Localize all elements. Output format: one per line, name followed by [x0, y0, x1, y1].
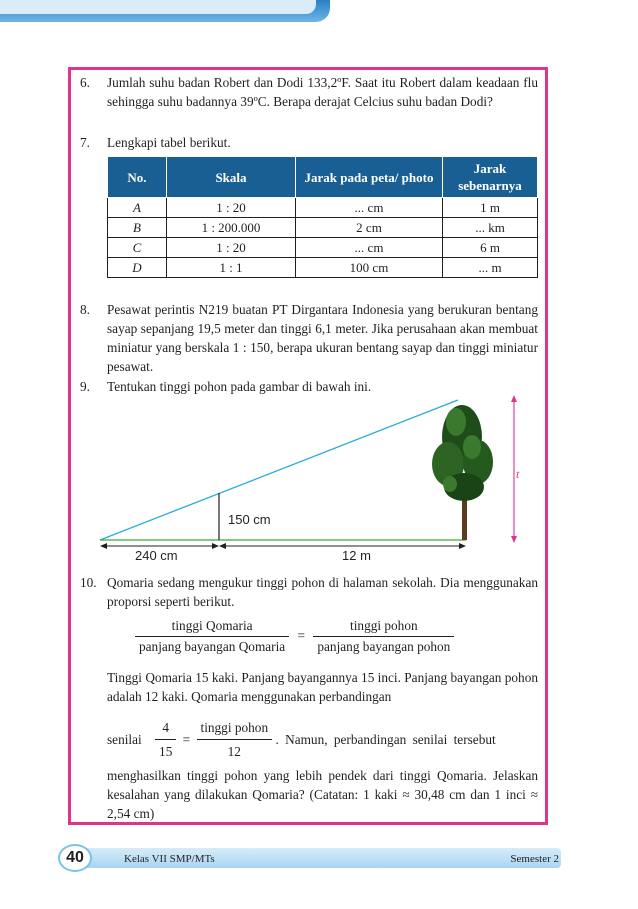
arrow-left-icon [100, 543, 107, 549]
scale-table [107, 156, 538, 278]
cell-no: A [108, 198, 167, 218]
table-row [108, 258, 538, 278]
fraction-right [197, 718, 273, 761]
equals-sign: = [182, 732, 191, 747]
cell-no: C [108, 238, 167, 258]
question-text: Tentukan tinggi pohon pada gambar di bawah ini. [107, 379, 372, 394]
numerator: 4 [155, 718, 176, 740]
table-row [108, 198, 538, 218]
question-text: Jumlah suhu badan Robert dan Dodi 133,2ºF. Saat itu Robert dalam keadaan flu sehingga suhu badannya 39ºC. Berapa derajat Celcius suhu badan Dodi? [107, 75, 538, 109]
cell-skala: 1 : 1 [167, 258, 296, 278]
tree-icon [432, 405, 493, 540]
cell-jarak-sebenarnya: ... km [443, 218, 538, 238]
arrow-up-icon [511, 395, 517, 402]
sight-line [100, 400, 458, 540]
question-number: 6. [80, 75, 90, 90]
cell-jarak-sebenarnya: ... m [443, 258, 538, 278]
denominator: panjang bayangan Qomaria [139, 639, 286, 654]
question-8 [80, 300, 538, 376]
numerator: tinggi pohon [313, 618, 454, 637]
question-text-line [107, 718, 538, 761]
header-skala: Skala [167, 157, 296, 198]
cell-jarak-peta: 2 cm [296, 218, 443, 238]
cell-no: D [108, 258, 167, 278]
question-text: Qomaria sedang mengukur tinggi pohon di halaman sekolah. Dia menggunakan proporsi seperti berikut. [107, 575, 538, 609]
arrow-left-icon [219, 543, 226, 549]
cell-jarak-peta: ... cm [296, 198, 443, 218]
table-row [108, 218, 538, 238]
top-banner-inner [0, 0, 316, 14]
cell-jarak-peta: 100 cm [296, 258, 443, 278]
question-10-text4 [80, 766, 538, 823]
question-7 [80, 133, 538, 152]
header-no: No. [108, 157, 167, 198]
cell-skala: 1 : 20 [167, 198, 296, 218]
header-jarak-sebenarnya: Jarak sebenarnya [443, 157, 538, 198]
text-senilai: senilai [107, 732, 142, 747]
footer-left-text: Kelas VII SMP/MTs [124, 853, 215, 865]
fraction-left [155, 718, 176, 761]
denominator: 12 [227, 744, 241, 759]
text-namun: . Namun, perbandingan senilai tersebut [275, 732, 496, 747]
cell-skala: 1 : 20 [167, 238, 296, 258]
question-10-text2 [80, 668, 538, 706]
table-header-row [108, 157, 538, 198]
question-number: 9. [80, 379, 90, 394]
header-jarak-peta: Jarak pada peta/ photo [296, 157, 443, 198]
denominator: 15 [159, 744, 173, 759]
question-6 [80, 73, 538, 130]
table-row [108, 238, 538, 258]
cell-jarak-sebenarnya: 1 m [443, 198, 538, 218]
fraction-left [135, 618, 289, 655]
question-number: 8. [80, 302, 90, 317]
question-text: Pesawat perintis N219 buatan PT Dirgantara Indonesia yang berukuran bentang sayap sepanjang 19,5 meter dan tinggi 6,1 meter. Jika perusahaan akan membuat miniatur yang berskala 1 : 150, berapa ukuran bentang sayap dan tinggi miniatur pesawat. [107, 302, 538, 374]
tree-height-figure [90, 392, 530, 562]
proportion-equation [135, 618, 454, 655]
question-text: menghasilkan tinggi pohon yang lebih pendek dari tinggi Qomaria. Jelaskan kesalahan yang dilakukan Qomaria? (Catatan: 1 kaki ≈ 30,48 cm dan 1 inci ≈ 2,54 cm) [107, 768, 538, 821]
height-label: t [516, 467, 520, 481]
question-number: 7. [80, 135, 90, 150]
cell-jarak-peta: ... cm [296, 238, 443, 258]
page-footer [58, 844, 563, 872]
denominator: panjang bayangan pohon [317, 639, 451, 654]
arrow-down-icon [511, 536, 517, 543]
question-10 [80, 573, 538, 611]
question-number: 10. [80, 575, 97, 590]
cell-no: B [108, 218, 167, 238]
cell-skala: 1 : 200.000 [167, 218, 296, 238]
base-left-label: 240 cm [135, 548, 178, 562]
question-10-text3 [80, 718, 538, 762]
equals-sign: = [297, 627, 306, 643]
arrow-right-icon [459, 543, 466, 549]
numerator: tinggi Qomaria [135, 618, 289, 637]
numerator: tinggi pohon [197, 718, 273, 740]
footer-right-text: Semester 2 [510, 853, 559, 865]
arrow-right-icon [212, 543, 219, 549]
base-right-label: 12 m [342, 548, 371, 562]
cell-jarak-sebenarnya: 6 m [443, 238, 538, 258]
page-number: 40 [58, 844, 92, 872]
question-text: Tinggi Qomaria 15 kaki. Panjang bayangannya 15 inci. Panjang bayangan pohon adalah 12 kaki. Qomaria menggunakan perbandingan [107, 670, 538, 704]
stick-label: 150 cm [228, 512, 271, 527]
top-banner [0, 0, 330, 22]
fraction-right [313, 618, 454, 655]
question-text: Lengkapi tabel berikut. [107, 135, 231, 150]
